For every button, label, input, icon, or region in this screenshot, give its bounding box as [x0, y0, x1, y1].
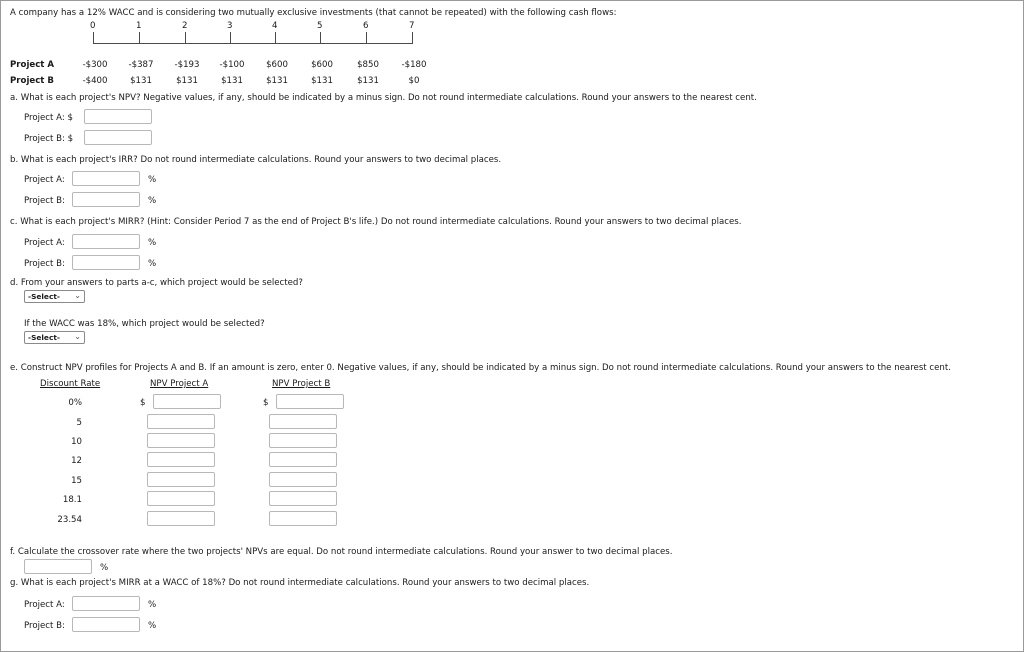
project-select-dropdown[interactable] — [24, 290, 85, 303]
npv-b-profile-input[interactable] — [269, 433, 337, 448]
period-label: 3 — [227, 21, 233, 31]
mirr-b-input[interactable] — [72, 255, 140, 270]
npv-b-profile-input[interactable] — [269, 491, 337, 506]
cash-flow-cell: $131 — [176, 76, 198, 86]
mirr18-b-input[interactable] — [72, 617, 140, 632]
mirr-b-label: Project B: — [24, 259, 65, 269]
npv-b-profile-input[interactable] — [276, 394, 344, 409]
irr-b-unit: % — [148, 196, 157, 206]
question-e-text: e. Construct NPV profiles for Projects A and B. If an amount is zero, enter 0. Negative values, if any, should be indicated by a minus sign. Do not round intermediate calculations. Round your answers to the nearest cent. — [10, 363, 951, 373]
crossover-unit: % — [100, 563, 109, 573]
discount-rate-value: 5 — [76, 418, 82, 428]
cash-flow-cell: -$387 — [128, 60, 154, 70]
discount-rate-value: 15 — [71, 476, 82, 486]
cash-flow-cell: $600 — [266, 60, 288, 70]
npv-b-profile-input[interactable] — [269, 452, 337, 467]
mirr18-a-label: Project A: — [24, 600, 65, 610]
project-select-value: -Select- — [28, 292, 60, 301]
mirr-a-label: Project A: — [24, 238, 65, 248]
cash-flow-cell: $131 — [266, 76, 288, 86]
npv-b-label: Project B: $ — [24, 134, 74, 144]
period-label: 4 — [272, 21, 278, 31]
timeline-axis — [93, 43, 413, 44]
intro-text: A company has a 12% WACC and is considering two mutually exclusive investments (that cannot be repeated) with the following cash flows: — [10, 8, 617, 18]
timeline-tick — [139, 32, 140, 43]
cash-flow-cell: $600 — [311, 60, 333, 70]
discount-rate-value: 10 — [71, 437, 82, 447]
period-label: 2 — [182, 21, 188, 31]
timeline-tick — [230, 32, 231, 43]
timeline-tick — [93, 32, 94, 43]
wacc18-select-value: -Select- — [28, 333, 60, 342]
npv-a-profile-input[interactable] — [147, 433, 215, 448]
mirr-b-unit: % — [148, 259, 157, 269]
period-label: 7 — [409, 21, 415, 31]
question-f-text: f. Calculate the crossover rate where the two projects' NPVs are equal. Do not round intermediate calculations. Round your answer to two decimal places. — [10, 547, 673, 557]
period-label: 0 — [90, 21, 96, 31]
mirr-a-input[interactable] — [72, 234, 140, 249]
npv-a-profile-input[interactable] — [147, 414, 215, 429]
currency-symbol: $ — [140, 398, 146, 408]
discount-rate-value: 12 — [71, 456, 82, 466]
project-b-label: Project B — [10, 76, 54, 86]
npv-a-profile-input[interactable] — [147, 511, 215, 526]
chevron-down-icon: ⌄ — [74, 332, 81, 341]
npv-a-profile-input[interactable] — [147, 491, 215, 506]
irr-a-unit: % — [148, 175, 157, 185]
npv-a-profile-input[interactable] — [153, 394, 221, 409]
irr-b-label: Project B: — [24, 196, 65, 206]
npv-b-profile-input[interactable] — [269, 511, 337, 526]
cash-flow-cell: $131 — [311, 76, 333, 86]
wacc18-select-dropdown[interactable] — [24, 331, 85, 344]
col-discount-rate: Discount Rate — [40, 379, 101, 389]
col-npv-b: NPV Project B — [272, 379, 331, 389]
cash-flow-cell: -$400 — [82, 76, 108, 86]
cash-flow-cell: -$300 — [82, 60, 108, 70]
cash-flow-cell: $131 — [130, 76, 152, 86]
question-b-text: b. What is each project's IRR? Do not round intermediate calculations. Round your answers to two decimal places. — [10, 155, 502, 165]
timeline-tick — [366, 32, 367, 43]
cash-flow-cell: $850 — [357, 60, 379, 70]
npv-b-profile-input[interactable] — [269, 472, 337, 487]
discount-rate-value: 0% — [68, 398, 82, 408]
crossover-input[interactable] — [24, 559, 92, 574]
npv-a-profile-input[interactable] — [147, 472, 215, 487]
project-a-label: Project A — [10, 60, 55, 70]
period-label: 5 — [317, 21, 323, 31]
timeline-tick — [275, 32, 276, 43]
npv-b-profile-input[interactable] — [269, 414, 337, 429]
npv-a-profile-input[interactable] — [147, 452, 215, 467]
timeline-tick — [412, 32, 413, 43]
cash-flow-cell: -$100 — [219, 60, 245, 70]
currency-symbol: $ — [263, 398, 269, 408]
question-d-text: d. From your answers to parts a-c, which project would be selected? — [10, 278, 303, 288]
mirr18-a-input[interactable] — [72, 596, 140, 611]
question-c-text: c. What is each project's MIRR? (Hint: Consider Period 7 as the end of Project B's life.) Do not round intermediate calculations. Round your answers to two decimal places. — [10, 217, 742, 227]
timeline-tick — [320, 32, 321, 43]
question-a-text: a. What is each project's NPV? Negative values, if any, should be indicated by a minus sign. Do not round intermediate calculations. Round your answers to the nearest cent. — [10, 93, 757, 103]
irr-b-input[interactable] — [72, 192, 140, 207]
cash-flow-cell: $0 — [408, 76, 420, 86]
discount-rate-value: 23.54 — [57, 515, 82, 525]
period-label: 1 — [136, 21, 142, 31]
col-npv-a: NPV Project A — [150, 379, 209, 389]
mirr18-b-unit: % — [148, 621, 157, 631]
cash-flow-cell: -$180 — [401, 60, 427, 70]
cash-flow-cell: $131 — [221, 76, 243, 86]
mirr18-a-unit: % — [148, 600, 157, 610]
irr-a-label: Project A: — [24, 175, 65, 185]
cash-flow-cell: -$193 — [174, 60, 200, 70]
npv-a-input[interactable] — [84, 109, 152, 124]
mirr-a-unit: % — [148, 238, 157, 248]
discount-rate-value: 18.1 — [62, 495, 82, 505]
npv-b-input[interactable] — [84, 130, 152, 145]
question-d2-text: If the WACC was 18%, which project would be selected? — [24, 319, 265, 329]
chevron-down-icon: ⌄ — [74, 291, 81, 300]
irr-a-input[interactable] — [72, 171, 140, 186]
question-g-text: g. What is each project's MIRR at a WACC of 18%? Do not round intermediate calculations. Round your answers to two decimal places. — [10, 578, 590, 588]
period-label: 6 — [363, 21, 369, 31]
mirr18-b-label: Project B: — [24, 621, 65, 631]
cash-flow-cell: $131 — [357, 76, 379, 86]
npv-a-label: Project A: $ — [24, 113, 73, 123]
timeline-tick — [185, 32, 186, 43]
